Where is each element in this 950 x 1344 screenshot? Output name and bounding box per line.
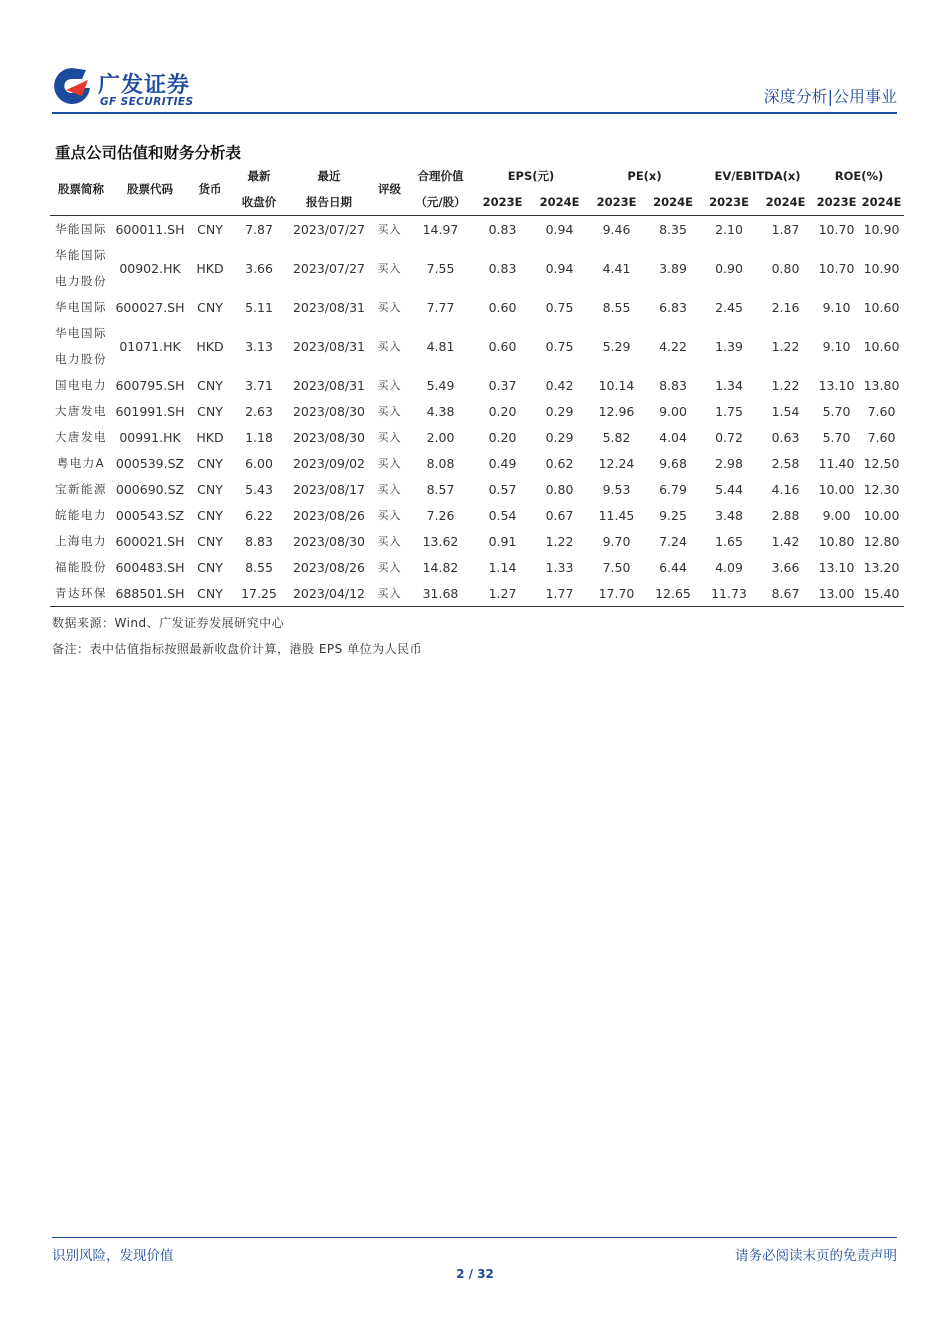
cell-pe1: 7.50 xyxy=(602,559,631,575)
cell-close: 3.71 xyxy=(245,377,273,393)
cell-pe1: 11.45 xyxy=(598,507,635,523)
cell-roe2: 13.20 xyxy=(863,559,900,575)
table-row xyxy=(50,476,904,502)
cell-date: 2023/08/30 xyxy=(292,403,366,419)
cell-cur: CNY xyxy=(197,221,223,237)
cell-name: 国电电力 xyxy=(55,378,107,392)
cell-eps1: 0.20 xyxy=(488,403,517,419)
cell-ev1: 2.98 xyxy=(715,455,743,471)
cell-code: 00991.HK xyxy=(119,429,181,445)
cell-close: 3.13 xyxy=(245,338,273,354)
cell-code: 600011.SH xyxy=(115,221,185,237)
cell-pe1: 4.41 xyxy=(602,260,631,276)
cell-date: 2023/08/17 xyxy=(292,481,366,497)
cell-fv: 8.08 xyxy=(426,455,455,471)
cell-code: 00902.HK xyxy=(119,260,181,276)
cell-rating: 买入 xyxy=(377,457,402,470)
cell-fv: 13.62 xyxy=(422,533,459,549)
cell-roe1: 13.10 xyxy=(818,377,855,393)
cell-eps1: 0.83 xyxy=(488,221,517,237)
cell-pe1: 17.70 xyxy=(588,580,645,607)
cell-pe2: 9.68 xyxy=(659,455,687,471)
valuation-table xyxy=(50,163,904,607)
cell-eps1: 0.37 xyxy=(488,377,517,393)
cell-roe1: 10.70 xyxy=(818,221,855,237)
cell-ev2: 2.16 xyxy=(771,299,800,315)
cell-fv: 8.57 xyxy=(426,481,455,497)
cell-fv: 4.38 xyxy=(426,403,455,419)
cell-name: 上海电力 xyxy=(55,534,107,548)
cell-cur: CNY xyxy=(197,559,223,575)
cell-cur: CNY xyxy=(197,533,223,549)
cell-eps1: 0.54 xyxy=(488,507,517,523)
cell-pe2: 12.65 xyxy=(645,580,701,607)
header-roe-2023e: 2023E xyxy=(814,189,859,216)
cell-cur: CNY xyxy=(197,507,223,523)
cell-cur: CNY xyxy=(188,580,232,607)
header-fair-value: 合理价值 xyxy=(417,169,464,183)
footer-disclaimer: 请务必阅读末页的免责声明 xyxy=(735,1248,897,1264)
cell-roe2: 7.60 xyxy=(867,429,896,445)
cell-roe1: 10.00 xyxy=(818,481,855,497)
cell-roe2: 10.90 xyxy=(863,260,900,276)
cell-pe2: 4.04 xyxy=(659,429,687,445)
table-row xyxy=(50,424,904,450)
cell-pe2: 3.89 xyxy=(659,260,687,276)
cell-pe1: 12.96 xyxy=(598,403,635,419)
cell-ev2: 4.16 xyxy=(771,481,800,497)
cell-date: 2023/08/30 xyxy=(292,429,366,445)
header-eps-2024e: 2024E xyxy=(531,189,588,216)
header-stock-code: 股票代码 xyxy=(112,163,188,216)
data-source-note: 数据来源：Wind、广发证券发展研究中心 xyxy=(52,616,285,630)
cell-fv: 7.55 xyxy=(426,260,455,276)
cell-eps2: 0.42 xyxy=(545,377,574,393)
cell-roe2: 7.60 xyxy=(867,403,896,419)
cell-pe1: 9.46 xyxy=(602,221,631,237)
cell-ev2: 0.63 xyxy=(771,429,800,445)
cell-ev1: 1.34 xyxy=(715,377,743,393)
cell-name: 华能国际 电力股份 xyxy=(55,248,107,288)
cell-eps2: 1.33 xyxy=(545,559,574,575)
header-close-price: 收盘价 xyxy=(232,189,286,216)
table-row xyxy=(50,242,904,294)
cell-ev1: 2.45 xyxy=(715,299,743,315)
footer-slogan: 识别风险，发现价值 xyxy=(52,1248,174,1264)
cell-ev1: 5.44 xyxy=(715,481,743,497)
table-row xyxy=(50,450,904,476)
cell-fv: 5.49 xyxy=(426,377,455,393)
cell-ev1: 4.09 xyxy=(715,559,743,575)
header-fair-value-unit: （元/股） xyxy=(407,189,474,216)
header-roe: ROE(%) xyxy=(834,169,884,183)
cell-ev1: 1.39 xyxy=(715,338,743,354)
cell-pe1: 10.14 xyxy=(598,377,635,393)
cell-ev2: 1.54 xyxy=(771,403,800,419)
cell-roe2: 15.40 xyxy=(859,580,904,607)
header-divider xyxy=(52,112,897,114)
header-ev-2024e: 2024E xyxy=(757,189,814,216)
cell-close: 3.66 xyxy=(245,260,273,276)
cell-name: 大唐发电 xyxy=(55,430,107,444)
cell-roe1: 9.00 xyxy=(822,507,851,523)
cell-code: 01071.HK xyxy=(119,338,181,354)
cell-roe1: 13.00 xyxy=(814,580,859,607)
cell-close: 1.18 xyxy=(245,429,273,445)
cell-eps2: 0.75 xyxy=(545,299,574,315)
cell-roe1: 13.10 xyxy=(818,559,855,575)
cell-eps2: 1.22 xyxy=(545,533,574,549)
cell-roe2: 13.80 xyxy=(863,377,900,393)
cell-eps1: 0.91 xyxy=(488,533,517,549)
gf-logo-mark-icon xyxy=(52,66,92,106)
cell-fv: 2.00 xyxy=(426,429,455,445)
cell-roe2: 12.50 xyxy=(863,455,900,471)
report-category: 深度分析|公用事业 xyxy=(763,87,897,106)
table-row xyxy=(50,216,904,243)
cell-roe1: 11.40 xyxy=(818,455,855,471)
cell-roe1: 5.70 xyxy=(822,429,851,445)
cell-name: 皖能电力 xyxy=(55,508,107,522)
cell-close: 8.83 xyxy=(245,533,273,549)
cell-cur: CNY xyxy=(197,481,223,497)
cell-name: 粤电力A xyxy=(56,456,106,470)
cell-pe2: 4.22 xyxy=(659,338,687,354)
cell-date: 2023/07/27 xyxy=(292,260,366,276)
cell-eps2: 0.29 xyxy=(545,403,574,419)
cell-fv: 31.68 xyxy=(407,580,474,607)
cell-date: 2023/08/31 xyxy=(292,299,366,315)
cell-date: 2023/08/26 xyxy=(292,559,366,575)
cell-ev2: 1.42 xyxy=(771,533,800,549)
table-row xyxy=(50,294,904,320)
cell-pe2: 9.25 xyxy=(659,507,687,523)
cell-rating: 买入 xyxy=(377,509,402,522)
valuation-table-body xyxy=(50,216,904,607)
cell-close: 7.87 xyxy=(245,221,273,237)
cell-close: 6.00 xyxy=(245,455,273,471)
cell-ev1: 0.72 xyxy=(715,429,743,445)
cell-eps1: 0.20 xyxy=(488,429,517,445)
cell-eps2: 0.67 xyxy=(545,507,574,523)
cell-code: 000690.SZ xyxy=(115,481,185,497)
cell-code: 600483.SH xyxy=(115,559,185,575)
cell-pe1: 8.55 xyxy=(602,299,631,315)
cell-code: 600027.SH xyxy=(115,299,185,315)
cell-date: 2023/04/12 xyxy=(286,580,372,607)
cell-name: 福能股份 xyxy=(55,560,107,574)
cell-pe2: 6.44 xyxy=(659,559,687,575)
cell-roe2: 10.90 xyxy=(863,221,900,237)
cell-eps1: 0.57 xyxy=(488,481,517,497)
cell-code: 000543.SZ xyxy=(115,507,185,523)
cell-cur: CNY xyxy=(197,403,223,419)
cell-cur: HKD xyxy=(196,338,224,354)
cell-rating: 买入 xyxy=(377,262,402,275)
cell-code: 600795.SH xyxy=(115,377,185,393)
cell-ev1: 0.90 xyxy=(715,260,743,276)
cell-roe1: 9.10 xyxy=(822,338,851,354)
table-row xyxy=(50,320,904,372)
footer-divider xyxy=(52,1237,897,1238)
cell-eps2: 0.75 xyxy=(545,338,574,354)
cell-ev2: 8.67 xyxy=(757,580,814,607)
cell-code: 688501.SH xyxy=(112,580,188,607)
cell-name: 大唐发电 xyxy=(55,404,107,418)
cell-close: 5.11 xyxy=(245,299,273,315)
cell-ev1: 2.10 xyxy=(715,221,743,237)
cell-eps2: 1.77 xyxy=(531,580,588,607)
cell-rating: 买入 xyxy=(377,301,402,314)
cell-pe2: 7.24 xyxy=(659,533,687,549)
table-title: 重点公司估值和财务分析表 xyxy=(55,144,242,162)
header-roe-2024e: 2024E xyxy=(859,189,904,216)
cell-eps1: 0.83 xyxy=(488,260,517,276)
cell-rating: 买入 xyxy=(377,340,402,353)
table-row xyxy=(50,528,904,554)
header-report-date: 报告日期 xyxy=(286,189,372,216)
cell-cur: CNY xyxy=(197,377,223,393)
cell-eps2: 0.94 xyxy=(545,221,574,237)
page-header xyxy=(52,62,897,112)
cell-code: 601991.SH xyxy=(115,403,185,419)
table-row xyxy=(50,372,904,398)
cell-date: 2023/07/27 xyxy=(292,221,366,237)
remark-note: 备注：表中估值指标按照最新收盘价计算，港股 EPS 单位为人民币 xyxy=(52,642,423,656)
cell-name: 华电国际 xyxy=(55,300,107,314)
cell-roe1: 10.70 xyxy=(818,260,855,276)
cell-eps1: 1.14 xyxy=(488,559,517,575)
cell-name: 青达环保 xyxy=(50,580,112,607)
header-ev-ebitda: EV/EBITDA(x) xyxy=(714,169,801,183)
cell-fv: 14.82 xyxy=(422,559,459,575)
cell-code: 600021.SH xyxy=(115,533,185,549)
cell-ev1: 1.75 xyxy=(715,403,743,419)
cell-pe1: 12.24 xyxy=(598,455,635,471)
cell-eps2: 0.62 xyxy=(545,455,574,471)
cell-date: 2023/09/02 xyxy=(292,455,366,471)
table-row xyxy=(50,580,904,607)
cell-roe1: 10.80 xyxy=(818,533,855,549)
cell-code: 000539.SZ xyxy=(115,455,185,471)
cell-eps1: 0.60 xyxy=(488,299,517,315)
header-eps-2023e: 2023E xyxy=(474,189,531,216)
cell-ev2: 3.66 xyxy=(771,559,800,575)
cell-ev1: 1.65 xyxy=(715,533,743,549)
logo-text-cn: 广发证券 xyxy=(98,73,191,98)
cell-eps1: 0.60 xyxy=(488,338,517,354)
cell-roe2: 12.30 xyxy=(863,481,900,497)
cell-roe1: 5.70 xyxy=(822,403,851,419)
cell-ev1: 11.73 xyxy=(701,580,757,607)
cell-fv: 7.77 xyxy=(426,299,455,315)
cell-roe2: 10.60 xyxy=(863,299,900,315)
header-eps: EPS(元) xyxy=(507,169,555,183)
cell-pe1: 5.82 xyxy=(602,429,631,445)
cell-pe2: 8.83 xyxy=(659,377,687,393)
cell-ev2: 1.22 xyxy=(771,338,800,354)
header-recent: 最近 xyxy=(317,169,341,183)
cell-close: 6.22 xyxy=(245,507,273,523)
cell-date: 2023/08/31 xyxy=(292,377,366,393)
cell-roe2: 10.60 xyxy=(863,338,900,354)
cell-name: 宝新能源 xyxy=(55,482,107,496)
header-rating: 评级 xyxy=(372,163,407,216)
cell-cur: HKD xyxy=(196,429,224,445)
cell-ev2: 1.87 xyxy=(771,221,800,237)
cell-fv: 7.26 xyxy=(426,507,455,523)
cell-pe2: 8.35 xyxy=(659,221,687,237)
cell-pe1: 9.70 xyxy=(602,533,631,549)
header-ev-2023e: 2023E xyxy=(701,189,757,216)
cell-close: 5.43 xyxy=(245,481,273,497)
table-row xyxy=(50,398,904,424)
cell-close: 2.63 xyxy=(245,403,273,419)
cell-eps1: 0.49 xyxy=(488,455,517,471)
cell-rating: 买入 xyxy=(377,535,402,548)
cell-pe1: 9.53 xyxy=(602,481,631,497)
page-number: 2 / 32 xyxy=(456,1267,494,1281)
cell-roe1: 9.10 xyxy=(822,299,851,315)
cell-ev2: 1.22 xyxy=(771,377,800,393)
cell-rating: 买入 xyxy=(377,379,402,392)
cell-eps2: 0.80 xyxy=(545,481,574,497)
header-pe-2023e: 2023E xyxy=(588,189,645,216)
cell-eps1: 1.27 xyxy=(474,580,531,607)
header-pe: PE(x) xyxy=(627,169,662,183)
cell-cur: CNY xyxy=(197,299,223,315)
header-pe-2024e: 2024E xyxy=(645,189,701,216)
cell-fv: 4.81 xyxy=(426,338,455,354)
cell-close: 8.55 xyxy=(245,559,273,575)
cell-cur: CNY xyxy=(197,455,223,471)
cell-cur: HKD xyxy=(196,260,224,276)
cell-ev2: 0.80 xyxy=(771,260,800,276)
header-latest: 最新 xyxy=(247,169,271,183)
cell-rating: 买入 xyxy=(377,431,402,444)
cell-rating: 买入 xyxy=(377,483,402,496)
cell-rating: 买入 xyxy=(377,223,402,236)
gf-logo xyxy=(52,66,222,110)
cell-eps2: 0.29 xyxy=(545,429,574,445)
cell-roe2: 10.00 xyxy=(863,507,900,523)
cell-roe2: 12.80 xyxy=(863,533,900,549)
cell-pe2: 6.79 xyxy=(659,481,687,497)
cell-name: 华能国际 xyxy=(55,222,107,236)
cell-close: 17.25 xyxy=(232,580,286,607)
cell-rating: 买入 xyxy=(377,561,402,574)
cell-eps2: 0.94 xyxy=(545,260,574,276)
cell-date: 2023/08/30 xyxy=(292,533,366,549)
cell-pe2: 6.83 xyxy=(659,299,687,315)
cell-rating: 买入 xyxy=(377,405,402,418)
cell-name: 华电国际 电力股份 xyxy=(55,326,107,366)
cell-date: 2023/08/31 xyxy=(292,338,366,354)
cell-ev2: 2.58 xyxy=(771,455,800,471)
header-stock-name: 股票简称 xyxy=(50,163,112,216)
cell-rating: 买入 xyxy=(372,580,407,607)
cell-date: 2023/08/26 xyxy=(292,507,366,523)
cell-pe1: 5.29 xyxy=(602,338,631,354)
cell-ev2: 2.88 xyxy=(771,507,800,523)
table-row xyxy=(50,554,904,580)
header-currency: 货币 xyxy=(188,163,232,216)
logo-text-en: GF SECURITIES xyxy=(100,96,194,108)
table-row xyxy=(50,502,904,528)
cell-pe2: 9.00 xyxy=(659,403,687,419)
cell-fv: 14.97 xyxy=(422,221,459,237)
cell-ev1: 3.48 xyxy=(715,507,743,523)
